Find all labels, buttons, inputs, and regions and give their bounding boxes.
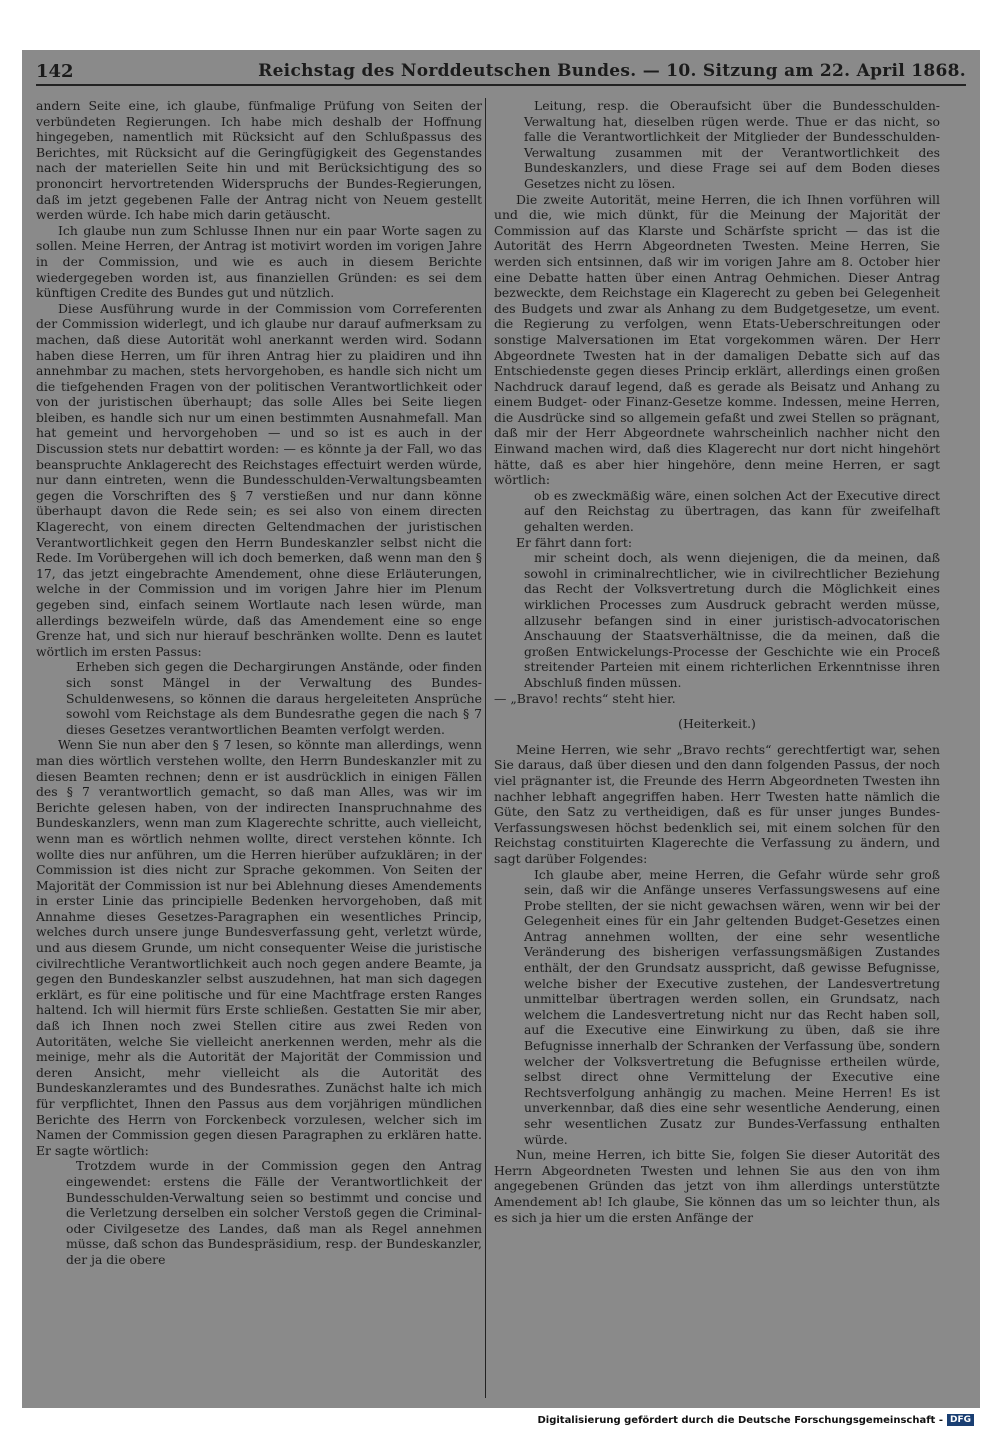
- right-column: [494, 98, 940, 1398]
- paragraph: Meine Herren, wie sehr „Bravo rechts“ gerechtfertigt war, sehen Sie daraus, daß über diesen und den dann folgenden Passus, der noch viel prägnanter ist, die Freunde des Herrn Abgeordneten Twesten ihn nachher lebhaft angegriffen haben. Herr Twesten hatte nämlich die Güte, den Satz zu vertheidigen, daß es für unser junges Bundes-Verfassungswesen höchst bedenklich sei, mit einem solchen für den Reichstag constituirten Klagerechte die Verfassung zu ändern, und sagt darüber Folgendes:: [494, 741, 940, 866]
- quotation: Ich glaube aber, meine Herren, die Gefahr würde sehr groß sein, daß wir die Anfänge unseres Verfassungswesens auf eine Probe stellten, der sie nicht gewachsen wären, wenn wir bei der Gelegenheit eines für ein Jahr geltenden Budget-Gesetzes einen Antrag annehmen wollten, der eine sehr wesentliche Veränderung des bisherigen verfassungsmäßigen Zustandes enthält, der den Grundsatz ausspricht, daß gewisse Befugnisse, welche bisher der Executive zustehen, der Landesvertretung unmittelbar übertragen werden sollen, ein Grundsatz, nach welchem die Landesvertretung nicht nur das Recht haben soll, auf die Executive eine Einwirkung zu üben, daß sie ihre Befugnisse innerhalb der Schranken der Verfassung übe, sondern welcher der Volksvertretung die Befugnisse ertheilen würde, selbst direct ohne Vermittelung der Executive eine Rechtsverfolgung anhängig zu machen. Meine Herren! Es ist unverkennbar, daß dies eine sehr wesentliche Aenderung, einen sehr wesentlichen Zusatz zur Bundes-Verfassung enthalten würde.: [524, 866, 940, 1147]
- interjection: — „Bravo! rechts“ steht hier.: [494, 690, 676, 706]
- page-header: [36, 58, 966, 86]
- column-divider: [485, 98, 486, 1398]
- paragraph: Ich glaube nun zum Schlusse Ihnen nur ein paar Worte sagen zu sollen. Meine Herren, der Antrag ist motivirt worden im vorigen Jahre in der Commission, und wie es auch in diesem Berichte wiedergegeben worden ist, aus finanziellen Gründen: es sei dem künftigen Credite des Bundes gut und nützlich.: [36, 222, 482, 301]
- paragraph: Wenn Sie nun aber den § 7 lesen, so könnte man allerdings, wenn man dies wörtlich verstehen wollte, den Herrn Bundeskanzler mit zu diesen Beamten rechnen; denn er ist ausdrücklich in einigen Fällen des § 7 verantwortlich gemacht, so daß man Alles, was wir im Berichte gelesen haben, von der indirecten Inanspruchnahme des Bundeskanzlers, wenn man zum Klagerechte schritte, auch vielleicht, wenn man es wörtlich nehmen wollte, direct verstehen könnte. Ich wollte dies nur anführen, um die Herren hierüber aufzuklären; in der Commission ist dies nicht zur Sprache gekommen. Von Seiten der Majorität der Commission ist nur bei Ablehnung dieses Amendements in erster Linie das principielle Bedenken hervorgehoben, daß mit Annahme dieses Gesetzes-Paragraphen ein wesentliches Princip, welches durch unsere junge Bundesverfassung geht, verletzt würde, und aus diesem Grunde, um nicht consequenter Weise die juristische civilrechtliche Verantwortlichkeit auch noch gegen andere Beamte, ja gegen den Bundeskanzler selbst auszudehnen, hat man sich dagegen erklärt, es für eine politische und für eine Machtfrage ersten Ranges haltend. Ich will hiermit fürs Erste schließen. Gestatten Sie mir aber, daß ich Ihnen noch zwei Stellen citire aus zwei Reden von Autoritäten, welche Sie vielleicht anerkennen werden, mehr als die meinige, mehr als die Autorität der Majorität der Commission und deren Ansicht, mehr vielleicht als die Autorität des Bundeskanzleramtes und des Bundesrathes. Zunächst halte ich mich für verpflichtet, Ihnen den Passus aus dem vorjährigen mündlichen Berichte des Herrn von Forckenbeck vorzulesen, welcher sich im Namen der Commission gegen diesen Paragraphen zu erklären hatte. Er sagte wörtlich:: [36, 737, 482, 1158]
- scanned-page: [22, 50, 980, 1408]
- quotation: Trotzdem wurde in der Commission gegen den Antrag eingewendet: erstens die Fälle der Verantwortlichkeit der Bundesschulden-Verwaltung seien so bestimmt und concise und die Verletzung derselben ein solcher Verstoß gegen die Criminal- oder Civilgesetze des Landes, daß man als Regel annehmen müsse, daß schon das Bundespräsidium, resp. der Bundeskanzler, der ja die obere: [66, 1158, 482, 1267]
- quotation-continued: Leitung, resp. die Oberaufsicht über die Bundesschulden-Verwaltung hat, dieselben rügen werde. Thue er das nicht, so falle die Verantwortlichkeit der Mitglieder der Bundesschulden-Verwaltung zusammen mit der Verantwortlichkeit des Bundeskanzlers, und diese Frage sei auf dem Boden dieses Gesetzes nicht zu lösen.: [524, 98, 940, 191]
- paragraph: andern Seite eine, ich glaube, fünfmalige Prüfung von Seiten der verbündeten Regierungen. Ich habe mich deshalb der Hoffnung hingegeben, namentlich mit Rücksicht auf den Schlußpassus des Berichtes, mit Rücksicht auf die Geringfügigkeit des Gegenstandes nach der materiellen Seite hin und mit Berücksichtigung des so prononcirt hervortretenden Widerspruchs der Bundes-Regierungen, daß im jetzt gegebenen Falle der Antrag nicht von Neuem gestellt werden würde. Ich habe mich darin getäuscht.: [36, 98, 482, 223]
- page-number: 142: [36, 60, 74, 82]
- paragraph: Die zweite Autorität, meine Herren, die ich Ihnen vorführen will und die, wie mich dünkt, für die Meinung der Majorität der Commission auf das Klarste und Schärfste spricht — das ist die Autorität des Herrn Abgeordneten Twesten. Meine Herren, Sie werden sich entsinnen, daß wir im vorigen Jahre am 8. October hier eine Debatte hatten über einen Antrag Oehmichen. Dieser Antrag bezweckte, dem Reichstage ein Klagerecht zu geben bei Gelegenheit des Budgets und zwar als Anhang zu dem Budgetgesetze, um event. die Regierung zu verfolgen, wenn Etats-Ueberschreitungen oder sonstige Malversationen im Etat vorgekommen wären. Der Herr Abgeordnete Twesten hat in der damaligen Debatte sich auf das Entschiedenste gegen dieses Princip erklärt, allerdings einen großen Nachdruck darauf legend, daß es gerade als Beisatz und Anhang zu einem Budget- oder Finanz-Gesetze komme. Indessen, meine Herren, die Ausdrücke sind so allgemein gefaßt und zwei Stellen so prägnant, daß mir der Herr Abgeordnete wahrscheinlich nachher nicht den Einwand machen wird, daß dies Klagerecht nur dort nicht hingehört hätte, daß es aber hier hingehöre, denn meine Herren, er sagt wörtlich:: [494, 191, 940, 488]
- quotation: ob es zweckmäßig wäre, einen solchen Act der Executive direct auf den Reichstag zu übertragen, das kann für zweifelhaft gehalten werden.: [524, 487, 940, 535]
- quotation: Erheben sich gegen die Dechargirungen Anstände, oder finden sich sonst Mängel in der Verwaltung des Bundes-Schuldenwesens, so können die daraus hergeleiteten Ansprüche sowohl vom Reichstage als dem Bundesrathe gegen die nach § 7 dieses Gesetzes verantwortlichen Beamten verfolgt werden.: [66, 659, 482, 737]
- stage-direction: (Heiterkeit.): [678, 716, 756, 732]
- paragraph: Er fährt dann fort:: [516, 534, 633, 550]
- left-column: [36, 98, 482, 1398]
- quotation: mir scheint doch, als wenn diejenigen, die da meinen, daß sowohl in criminalrechtlicher, wie in civilrechtlicher Beziehung das Recht der Volksvertretung durch die Möglichkeit eines wirklichen Processes zum Ausdruck gebracht werden müsse, allzusehr befangen sind in einer juristisch-advocatorischen Anschauung der Staatsverhältnisse, die da meinen, daß die großen Entwickelungs-Processe der Geschichte wie ein Proceß streitender Parteien mit einem richterlichen Erkenntnisse ihren Abschluß finden müssen.: [524, 550, 940, 690]
- paragraph: Nun, meine Herren, ich bitte Sie, folgen Sie dieser Autorität des Herrn Abgeordneten Twesten und lehnen Sie aus den von ihm angegebenen Gründen das jetzt von ihm allerdings unterstützte Amendement ab! Ich glaube, Sie können das um so leichter thun, als es sich ja hier um die ersten Anfänge der: [494, 1147, 940, 1225]
- paragraph: Diese Ausführung wurde in der Commission vom Correferenten der Commission widerlegt, und ich glaube nur darauf aufmerksam zu machen, daß diese Autorität wohl anerkannt werden wird. Sodann haben diese Herren, um für ihren Antrag hier zu plaidiren und ihn annehmbar zu machen, stets hervorgehoben, es handle sich nicht um die tiefgehenden Fragen von der politischen Verantwortlichkeit oder von der juristischen überhaupt; das solle Alles bei Seite liegen bleiben, es handle sich nur um einen bestimmten Ausnahmefall. Man hat gemeint und hervorgehoben — und so ist es auch in der Discussion stets nur debattirt worden: — es könnte ja der Fall, wo das beanspruchte Anklagerecht des Reichstages effectuirt werden würde, nur dann eintreten, wenn die Bundesschulden-Verwaltungsbeamten gegen die Vorschriften des § 7 verstießen und nur dann könne überhaupt davon die Rede sein; es sei also von einem directen Klagerecht, von einem directen Geltendmachen der juristischen Verantwortlichkeit gegen den Herrn Bundeskanzler selbst nicht die Rede. Im Vorübergehen will ich doch bemerken, daß wenn man den § 17, das jetzt eingebrachte Amendement, ohne diese Erläuterungen, welche in der Commission und im vorigen Jahre hier im Plenum gegeben sind, einfach seinem Wortlaute nach lesen würde, man allerdings bezweifeln würde, daß das Amendement eine so enge Grenze hat, und sich nur hierauf beschränken wollte. Denn es lautet wörtlich im ersten Passus:: [36, 300, 482, 659]
- digitization-credit: [537, 1414, 974, 1426]
- dfg-logo-icon: DFG: [947, 1414, 974, 1426]
- credit-text: Digitalisierung gefördert durch die Deutsche Forschungsgemeinschaft -: [537, 1414, 943, 1426]
- running-title: Reichstag des Norddeutschen Bundes. — 10. Sitzung am 22. April 1868.: [258, 61, 966, 81]
